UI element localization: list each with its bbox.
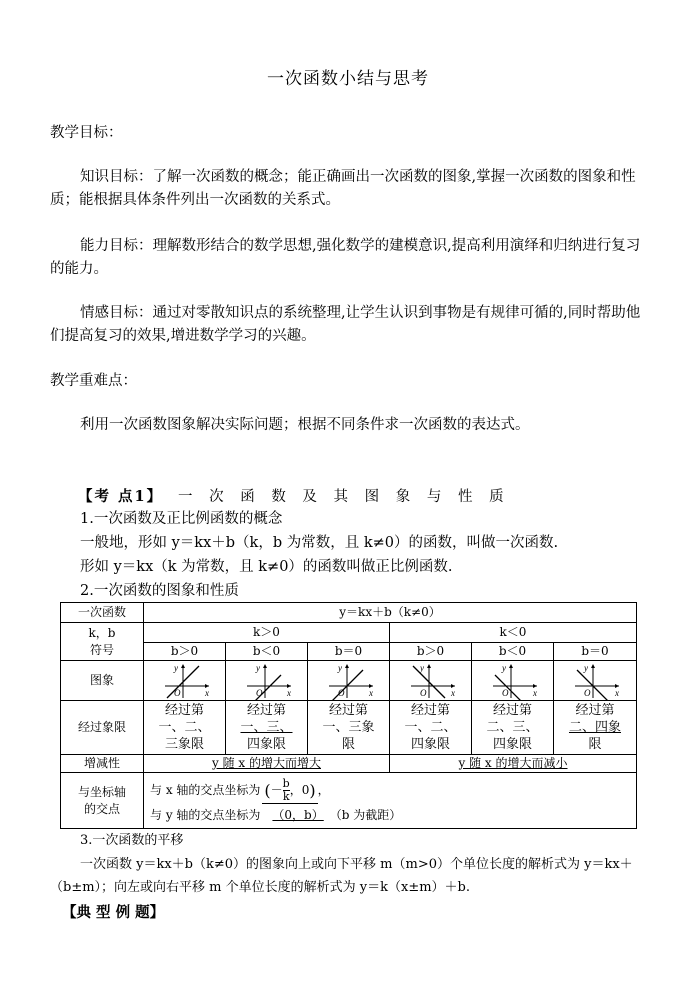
y-axis-label: y — [173, 662, 178, 673]
ability-goal: 能力目标：理解数形结合的数学思想,强化数学的建模意识,提高利用演绎和归纳进行复习的能力。 — [50, 238, 641, 277]
q5-l1: 经过第 — [492, 703, 532, 718]
sec1-title: 1.一次函数及正比例函数的概念 — [80, 511, 283, 527]
x-axis-label: x — [532, 687, 537, 698]
kaodian-label: 【考 点1】 — [78, 488, 164, 505]
q5-l3: 四象限 — [492, 737, 532, 752]
b-col-5: b＜0 — [472, 643, 554, 661]
q4-l3: 四象限 — [410, 737, 450, 752]
axis-intersect-l2: 的交点 — [83, 801, 120, 816]
q1-l2: 一、二、 — [158, 720, 211, 735]
q4-l1: 经过第 — [410, 703, 450, 718]
x-axis-label: x — [204, 687, 209, 698]
quadrant-cell-1 — [144, 701, 226, 755]
graph-cell-3 — [308, 661, 390, 701]
q4-l2: 一、二、 — [404, 720, 457, 735]
q3-l1: 经过第 — [328, 703, 368, 718]
header-function: 一次函数 — [61, 603, 144, 623]
x-intercept-rest: ，0 — [289, 782, 310, 797]
b-col-2: b＜0 — [226, 643, 308, 661]
key-heading: 教学重难点： — [50, 373, 137, 389]
q5-l2: 二、三、 — [486, 720, 539, 735]
emotion-goal: 情感目标：通过对零散知识点的系统整理,让学生认识到事物是有规律可循的,同时帮助他们提高复习的效果,增进数学学习的兴趣。 — [50, 305, 641, 344]
y-axis-label: y — [584, 662, 588, 673]
q6-l3: 限 — [588, 737, 602, 752]
quadrant-cell-2 — [226, 701, 308, 755]
x-axis-label: x — [615, 687, 619, 698]
properties-table — [60, 602, 637, 829]
graph-cell-6 — [554, 661, 637, 701]
x-intercept-den: k — [282, 789, 290, 803]
y-axis-arrow — [263, 664, 267, 668]
sec3-line2: （b±m）；向左或向右平移 m 个单位长度的解析式为 y＝k（x±m）＋b. — [50, 880, 470, 895]
origin-label: O — [501, 687, 508, 698]
graph-icon-6 — [565, 662, 625, 700]
y-axis-arrow — [345, 664, 349, 668]
q6-l2: 二、四象 — [568, 720, 621, 735]
q2-l1: 经过第 — [246, 703, 286, 718]
quadrant-cell-4 — [390, 701, 472, 755]
y-axis-label: y — [501, 662, 506, 673]
b-col-3: b＝0 — [308, 643, 390, 661]
graph-label: 图象 — [61, 661, 144, 701]
q3-l3: 限 — [341, 737, 355, 752]
axis-intersect-content — [144, 773, 637, 829]
axis-intersect-label — [61, 773, 144, 829]
quadrant-cell-5 — [472, 701, 554, 755]
x-intercept-minus: － — [270, 782, 283, 797]
knowledge-goal: 知识目标：了解一次函数的概念；能正确画出一次函数的图象,掌握一次函数的图象和性质；能根据具体条件列出一次函数的关系式。 — [50, 169, 636, 208]
graph-cell-4 — [390, 661, 472, 701]
origin-label: O — [419, 687, 426, 698]
graph-icon-5 — [483, 662, 543, 700]
b-col-4: b＞0 — [390, 643, 472, 661]
q1-l1: 经过第 — [164, 703, 204, 718]
header-expression: y＝kx＋b（k≠0） — [144, 603, 637, 623]
sec1-line1: 一般地，形如 y＝kx＋b（k，b 为常数，且 k≠0）的函数，叫做一次函数. — [80, 535, 559, 551]
y-axis-arrow — [591, 664, 595, 668]
x-axis-label: x — [286, 687, 291, 698]
graph-icon-2 — [237, 662, 297, 700]
q3-l2: 一、三象 — [322, 720, 375, 735]
quadrant-cell-6 — [554, 701, 637, 755]
x-intercept-value: ( － $\frac{b}{k}$ ，0 ) — [264, 776, 316, 803]
k-positive: k＞0 — [144, 623, 390, 643]
origin-label: O — [337, 687, 344, 698]
y-axis-arrow — [509, 664, 513, 668]
graph-icon-4 — [401, 662, 461, 700]
x-intercept-prefix: 与 x 轴的交点坐标为 — [150, 783, 261, 797]
graph-cell-1 — [144, 661, 226, 701]
k-negative: k＜0 — [390, 623, 637, 643]
y-axis-arrow — [181, 664, 185, 668]
q1-l3: 三象限 — [164, 737, 204, 752]
y-axis-label: y — [255, 662, 260, 673]
page-title: 一次函数小结与思考 — [267, 69, 429, 89]
y-intercept-note: （b 为截距） — [335, 807, 402, 822]
y-axis-arrow — [427, 664, 431, 668]
b-col-1: b＞0 — [144, 643, 226, 661]
sec1-line2: 形如 y＝kx（k 为常数，且 k≠0）的函数叫做正比例函数. — [80, 559, 453, 575]
q2-l2: 一、三、 — [240, 720, 293, 735]
sec3-title: 3.一次函数的平移 — [80, 833, 184, 848]
origin-label: O — [173, 687, 180, 698]
x-axis-label: x — [450, 687, 455, 698]
sec2-title: 2.一次函数的图象和性质 — [80, 583, 239, 599]
graph-icon-3 — [319, 662, 379, 700]
header-kb-line1: k，b — [88, 625, 116, 640]
y-intercept-value: （0，b） — [272, 807, 324, 822]
q6-l1: 经过第 — [575, 703, 615, 718]
axis-intersect-l1: 与坐标轴 — [77, 784, 126, 799]
q2-l3: 四象限 — [246, 737, 286, 752]
key-text: 利用一次函数图象解决实际问题；根据不同条件求一次函数的表达式。 — [80, 417, 530, 433]
goals-heading: 教学目标： — [50, 125, 123, 141]
graph-cell-5 — [472, 661, 554, 701]
x-intercept-num: b — [282, 776, 290, 790]
y-axis-label: y — [337, 662, 342, 673]
x-axis-label: x — [368, 687, 373, 698]
b-col-6: b＝0 — [554, 643, 637, 661]
header-kb-line2: 符号 — [89, 642, 114, 657]
quadrant-cell-3 — [308, 701, 390, 755]
graph-cell-2 — [226, 661, 308, 701]
sec3-line1: 一次函数 y＝kx＋b（k≠0）的图象向上或向下平移 m（m>0）个单位长度的解析式为 y＝kx＋ — [80, 857, 633, 872]
x-intercept-row: 与 x 轴的交点坐标为 ( － $\frac{b}{k}$ ，0 ) ， — [150, 776, 330, 803]
y-axis-label: y — [419, 662, 424, 673]
header-kb — [61, 623, 144, 661]
origin-label: O — [584, 687, 591, 698]
y-intercept-prefix: 与 y 轴的交点坐标为 — [150, 807, 261, 822]
kaodian-title: 一 次 函 数 及 其 图 象 与 性 质 — [178, 489, 510, 505]
origin-label: O — [255, 687, 262, 698]
graph-icon-1 — [155, 662, 215, 700]
monotonic-label: 增减性 — [61, 755, 144, 773]
x-intercept-fraction — [283, 778, 290, 803]
monotonic-negative: y 随 x 的增大而减小 — [390, 755, 637, 773]
examples-heading: 【典 型 例 题】 — [62, 904, 165, 921]
quadrant-label: 经过象限 — [61, 701, 144, 755]
monotonic-positive: y 随 x 的增大而增大 — [144, 755, 390, 773]
y-intercept-row — [150, 807, 636, 827]
